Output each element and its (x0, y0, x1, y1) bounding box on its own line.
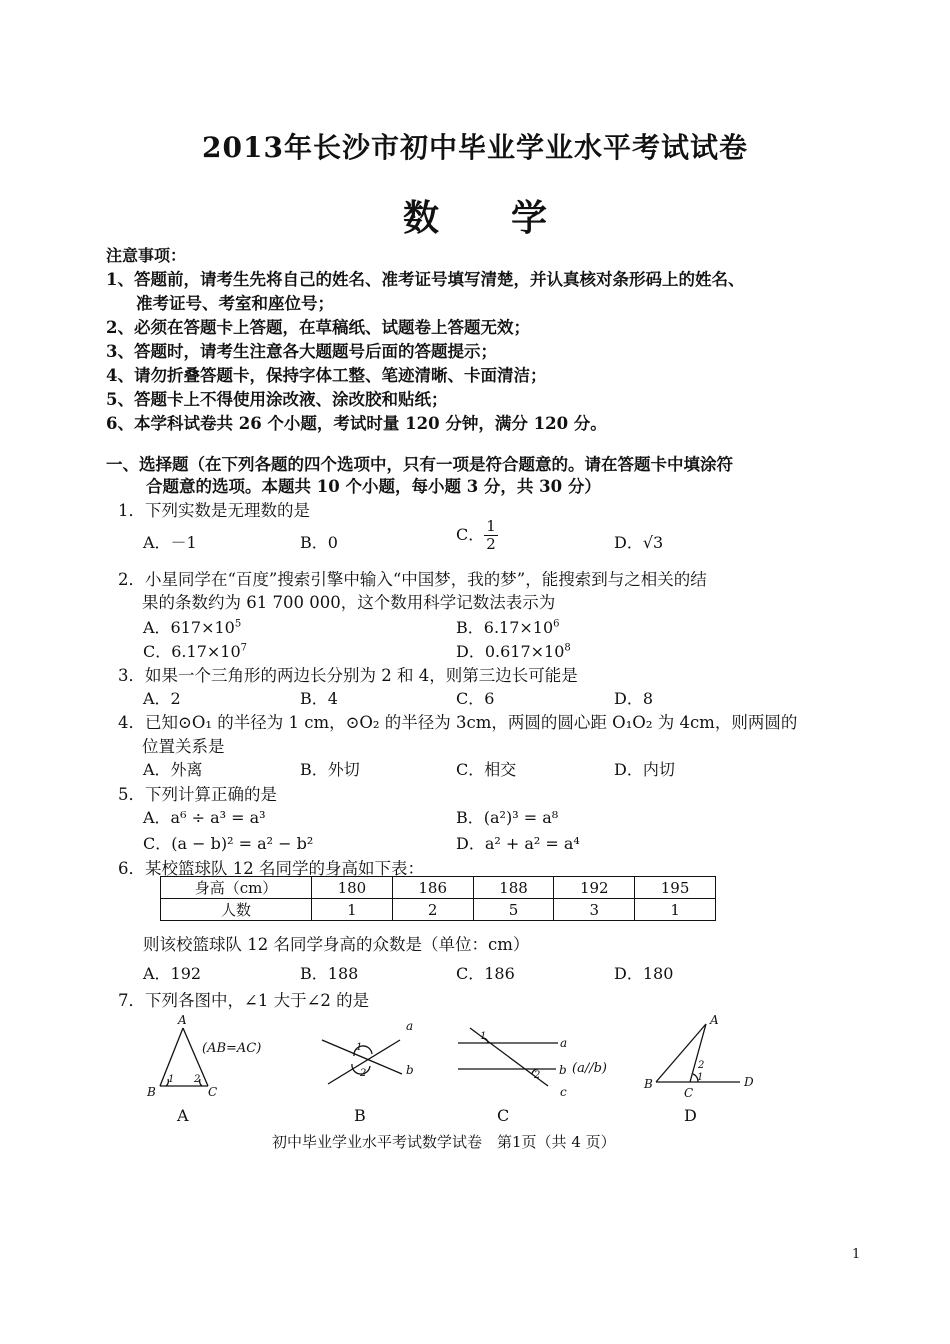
subject-title: 数 学 (402, 197, 547, 239)
notice-item: 准考证号、考室和座位号； (136, 294, 334, 313)
fig-label-d: D (684, 1106, 697, 1125)
question-4-cont: 位置关系是 (142, 737, 225, 756)
notice-item: 6、本学科试卷共 26 个小题，考试时量 120 分钟，满分 120 分。 (106, 414, 607, 433)
label-a: a (406, 1019, 414, 1033)
table-cell: 3 (554, 899, 635, 921)
label-B: B (644, 1077, 653, 1091)
table-cell: 180 (312, 877, 393, 899)
q5-option-a: A．a⁶ ÷ a³ = a³ (143, 808, 266, 827)
notice-heading: 注意事项： (106, 246, 187, 265)
q5-option-d: D．a² + a² = a⁴ (456, 834, 580, 853)
section-heading-cont: 合题意的选项。本题共 10 个小题，每小题 3 分，共 30 分） (146, 477, 601, 496)
label-A: A (178, 1013, 187, 1027)
question-7: 7．下列各图中，∠1 大于∠2 的是 (118, 991, 370, 1010)
label-c: c (560, 1085, 567, 1099)
fig-label-a: A (177, 1106, 189, 1125)
q4-option-b: B．外切 (300, 760, 360, 779)
height-table (160, 876, 716, 921)
fig-c-note: (a//b) (572, 1061, 607, 1076)
table-cell: 192 (554, 877, 635, 899)
table-cell: 5 (473, 899, 554, 921)
svg-text:2: 2 (194, 1074, 201, 1085)
exam-title: 2013年长沙市初中毕业学业水平考试试卷 (202, 131, 748, 164)
table-row (161, 877, 716, 899)
q4-option-a: A．外离 (143, 760, 203, 779)
svg-text:2: 2 (534, 1070, 541, 1081)
q3-option-b: B．4 (300, 689, 338, 708)
q2-option-d: D．$0.617\times 10^8$ (456, 642, 571, 661)
notice-item: 2、必须在答题卡上答题，在草稿纸、试题卷上答题无效； (106, 318, 530, 337)
svg-text:1: 1 (480, 1031, 487, 1042)
table-cell: 身高（cm） (161, 877, 312, 899)
q3-option-a: A．2 (143, 689, 181, 708)
table-cell: 1 (312, 899, 393, 921)
notice-item: 3、答题时，请考生注意各大题题号后面的答题提示； (106, 342, 497, 361)
label-B: B (147, 1085, 156, 1099)
notice-item: 4、请勿折叠答题卡，保持字体工整、笔迹清晰、卡面清洁； (106, 366, 547, 385)
q5-option-b: B．(a²)³ = a⁸ (456, 808, 559, 827)
q3-option-d: D．8 (614, 689, 654, 708)
q6-option-a: A．192 (143, 964, 202, 983)
label-b: b (406, 1063, 414, 1077)
table-row (161, 899, 716, 921)
q4-option-d: D．内切 (614, 760, 675, 779)
table-cell: 195 (635, 877, 716, 899)
q6-option-b: B．188 (300, 964, 359, 983)
svg-text:1: 1 (697, 1072, 704, 1083)
q2-option-b: B．$6.17\times 10^6$ (456, 618, 560, 637)
label-C: C (684, 1086, 694, 1100)
question-3: 3．如果一个三角形的两边长分别为 2 和 4，则第三边长可能是 (118, 666, 578, 685)
q1-option-b: B．0 (300, 533, 338, 552)
svg-text:1: 1 (356, 1042, 363, 1053)
table-cell: 186 (392, 877, 473, 899)
question-4: 4．已知⊙O₁ 的半径为 1 cm，⊙O₂ 的半径为 3cm，两圆的圆心距 O₁O₂ 为 4cm，则两圆的 (118, 713, 798, 732)
svg-text:2: 2 (360, 1068, 367, 1079)
table-cell: 2 (392, 899, 473, 921)
notice-item: 5、答题卡上不得使用涂改液、涂改胶和贴纸； (106, 390, 448, 409)
notice-item: 1、答题前，请考生先将自己的姓名、准考证号填写清楚，并认真核对条形码上的姓名、 (106, 270, 745, 289)
q2-option-a: A．$617\times 10^5$ (143, 618, 242, 637)
q1-option-d: D．√3 (614, 533, 664, 552)
svg-text:2: 2 (698, 1060, 705, 1071)
table-cell: 人数 (161, 899, 312, 921)
fig-label-b: B (354, 1106, 366, 1125)
table-cell: 1 (635, 899, 716, 921)
q5-option-c: C．(a − b)² = a² − b² (143, 834, 314, 853)
page-number: 1 (852, 1247, 861, 1262)
q6-option-c: C．186 (456, 964, 515, 983)
label-b: b (559, 1063, 567, 1077)
q4-option-c: C．相交 (456, 760, 517, 779)
label-a: a (560, 1036, 568, 1050)
q6-option-d: D．180 (614, 964, 674, 983)
table-cell: 188 (473, 877, 554, 899)
q1-option-c: C． $\frac{1}{2}$ (456, 517, 496, 553)
q2-option-c: C．$6.17\times 10^7$ (143, 642, 248, 661)
q3-option-c: C．6 (456, 689, 495, 708)
svg-text:1: 1 (168, 1074, 175, 1085)
label-C: C (208, 1085, 218, 1099)
page-footer: 初中毕业学业水平考试数学试卷 第1页（共 4 页） (272, 1133, 616, 1151)
section-heading: 一、选择题（在下列各题的四个选项中，只有一项是符合题意的。请在答题卡中填涂符 (106, 455, 733, 474)
question-5: 5．下列计算正确的是 (118, 785, 277, 804)
question-2-cont: 果的条数约为 61 700 000，这个数用科学记数法表示为 (142, 593, 556, 612)
question-1: 1．下列实数是无理数的是 (118, 501, 310, 520)
question-6-cont: 则该校篮球队 12 名同学身高的众数是（单位：cm） (143, 935, 530, 954)
question-2: 2．小星同学在“百度”搜索引擎中输入“中国梦，我的梦”，能搜索到与之相关的结 (118, 570, 707, 589)
label-A: A (710, 1013, 719, 1027)
q1-option-a: A．－1 (143, 533, 197, 552)
q7-figures (140, 1012, 760, 1102)
fig-label-c: C (497, 1106, 510, 1125)
question-6: 6．某校篮球队 12 名同学的身高如下表： (118, 859, 424, 878)
fig-a-note: (AB=AC) (202, 1041, 262, 1056)
label-D: D (744, 1075, 754, 1089)
